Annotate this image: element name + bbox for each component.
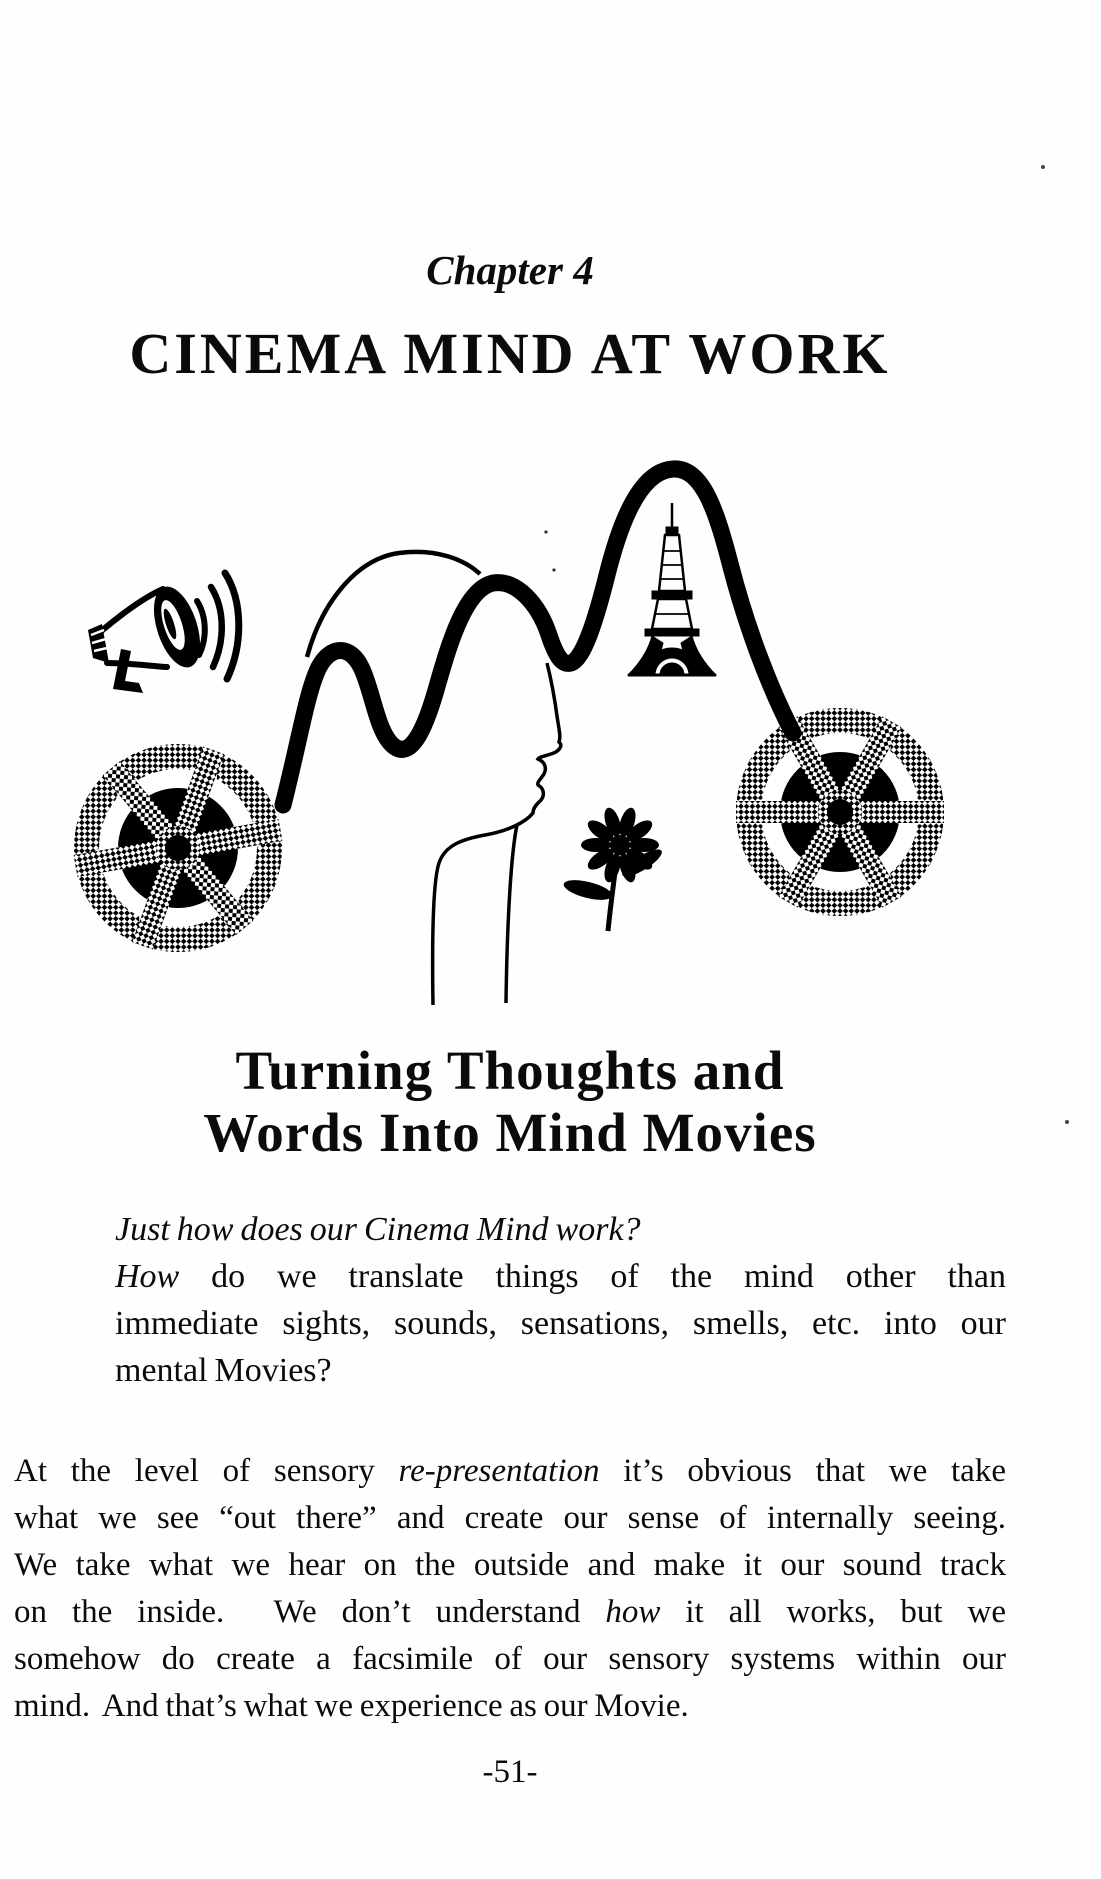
body-line: mind. And that’s what we experience as our Movie. xyxy=(14,1688,689,1724)
body-paragraph xyxy=(14,1448,1006,1730)
body-line: what we see “out there” and create our sense of internally seeing. xyxy=(14,1500,1006,1536)
subtitle-line: Words Into Mind Movies xyxy=(203,1102,817,1163)
film-strip-icon xyxy=(283,469,793,805)
megaphone-icon xyxy=(88,581,209,693)
quote-block xyxy=(115,1206,1006,1394)
flower-icon xyxy=(562,806,665,931)
body-line: At the level of sensory re-presentation it’s obvious that we take xyxy=(14,1453,1006,1489)
quote-line: immediate sights, sounds, sensations, smells, etc. into our xyxy=(115,1305,1006,1342)
sound-waves-icon xyxy=(197,573,239,679)
quote-line: mental Movies? xyxy=(115,1352,332,1389)
quote-line: How do we translate things of the mind other than xyxy=(115,1258,1006,1295)
page-number: -51- xyxy=(482,1754,538,1790)
subtitle-line: Turning Thoughts and xyxy=(235,1040,785,1101)
film-reel-left-icon xyxy=(74,744,283,952)
scan-speck xyxy=(1065,1120,1069,1124)
head-profile-icon xyxy=(307,552,561,1005)
illustration xyxy=(55,383,1000,1011)
body-line: on the inside. We don’t understand how it all works, but we xyxy=(14,1594,1006,1630)
subtitle xyxy=(14,1040,1006,1164)
body-line: somehow do create a facsimile of our sensory systems within our xyxy=(14,1641,1006,1677)
eiffel-tower-icon xyxy=(628,503,716,675)
page-title: CINEMA MIND AT WORK xyxy=(129,321,891,386)
chapter-heading: Chapter 4 xyxy=(426,247,594,293)
scan-speck xyxy=(1041,165,1045,169)
quote-line: Just how does our Cinema Mind work? xyxy=(115,1211,641,1248)
film-reel-right-icon xyxy=(736,708,944,916)
body-line: We take what we hear on the outside and make it our sound track xyxy=(14,1547,1006,1583)
